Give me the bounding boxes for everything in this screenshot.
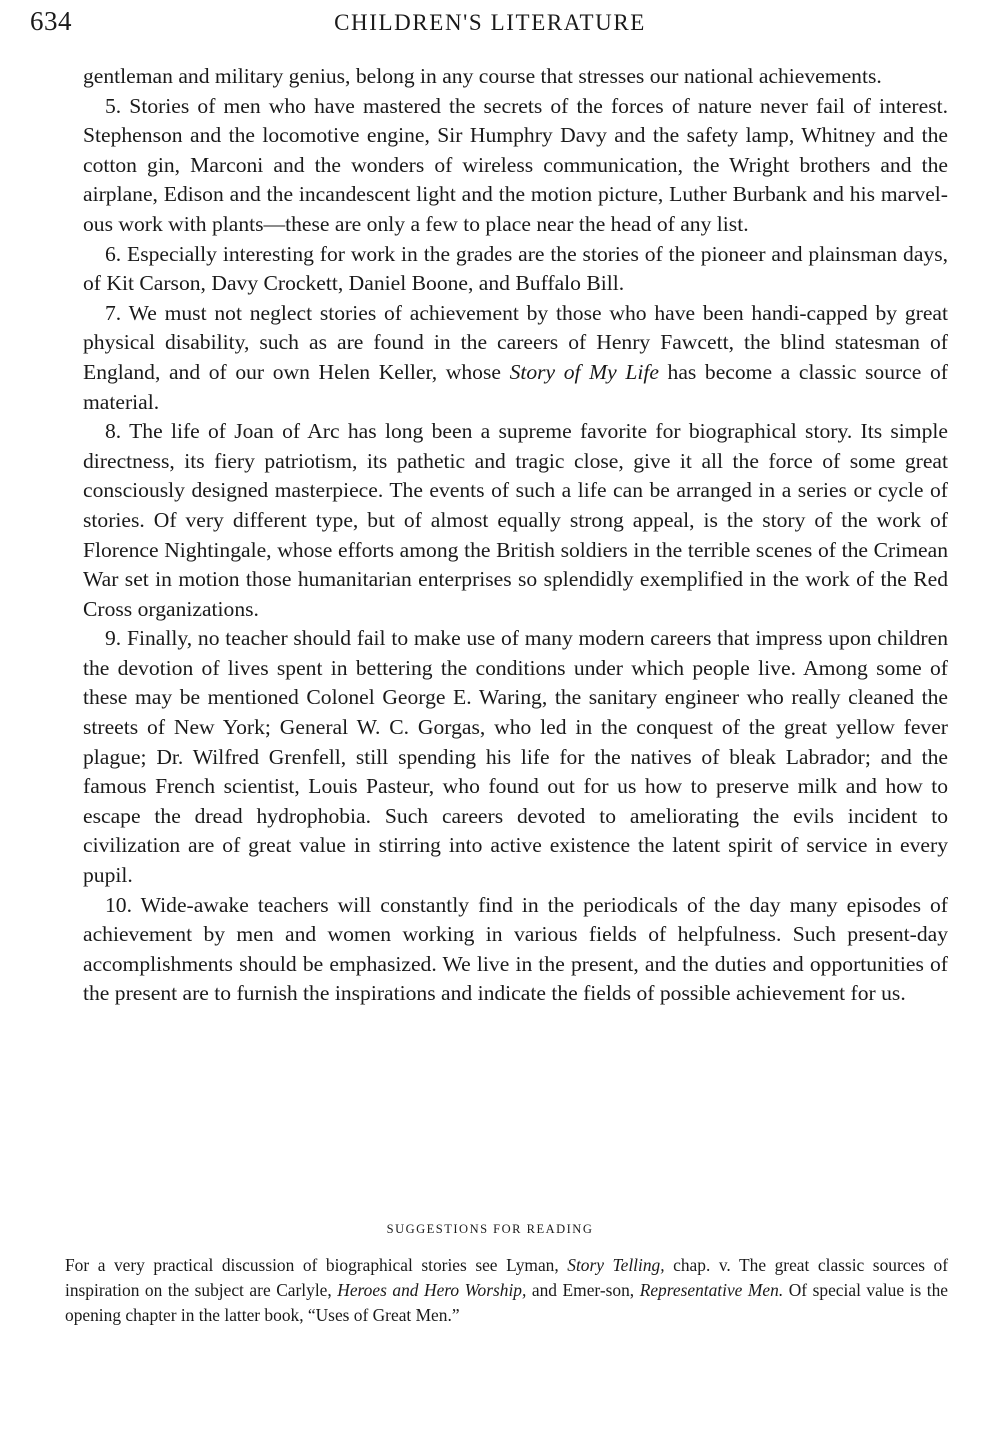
paragraph-7-text-end: has become a classic source of material.	[83, 359, 948, 414]
paragraph-6: 6. Especially interesting for work in the grades are the stories of the pioneer and plainsman days, of Kit Carson, Davy Crockett, Daniel Boone, and Buffalo Bill.	[83, 241, 948, 296]
book-title-story-telling: Story Telling,	[567, 1255, 665, 1275]
suggestions-text-3: and Emer-son,	[526, 1280, 640, 1300]
paragraph-8: 8. The life of Joan of Arc has long been a supreme favorite for biographical story. Its simple directness, its fiery patriotism, its pathetic and tragic close, give it all the force of some great consciously designed masterpiece. The events of such a life can be arranged in a series or cycle of stories. Of very different type, but of almost equally strong appeal, is the story of the work of Florence Nightingale, whose efforts among the British soldiers in the terrible scenes of the Crimean War set in motion those humanitarian enterprises so splendidly exemplified in the work of the Red Cross organizations.	[83, 419, 948, 621]
page-number: 634	[30, 6, 72, 36]
suggestions-text-2: chap. v. The great classic sources of inspiration on the subject are Carlyle,	[65, 1255, 948, 1300]
paragraph-7	[83, 299, 948, 417]
suggestions-paragraph	[65, 1253, 948, 1328]
running-head: CHILDREN'S LITERATURE	[334, 10, 646, 35]
paragraph-9: 9. Finally, no teacher should fail to make use of many modern careers that impress upon children the devotion of lives spent in bettering the conditions under which people live. Among some of these may be mentioned Colonel George E. Waring, the sanitary engineer who really cleaned the streets of New York; General W. C. Gorgas, who led in the conquest of the great yellow fever plague; Dr. Wilfred Grenfell, still spending his life for the natives of bleak Labrador; and the famous French scientist, Louis Pasteur, who found out for us how to preserve milk and how to escape the dread hydrophobia. Such careers devoted to ameliorating the evils incident to civilization are of great value in stirring into active existence the latent spirit of service in every pupil.	[83, 626, 948, 888]
suggestions-text-4: Of special value is the opening chapter in the latter book, “Uses of Great Men.”	[65, 1280, 949, 1325]
body-text	[83, 62, 948, 1009]
book-title-representative-men: Representative Men.	[639, 1280, 784, 1300]
paragraph-10: 10. Wide-awake teachers will constantly find in the periodicals of the day many episodes of achievement by men and women working in various fields of helpfulness. Such present-day accomplishments should be emphasized. We live in the present, and the duties and opportunities of the present are to furnish the inspirations and indicate the fields of possible achievement for us.	[83, 892, 948, 1006]
suggestions-for-reading	[65, 1253, 948, 1328]
page-header	[0, 6, 1000, 42]
suggestions-text-1: For a very practical discussion of biographical stories see Lyman,	[65, 1255, 568, 1275]
suggestions-heading: SUGGESTIONS FOR READING	[386, 1222, 594, 1236]
book-title-story-of-my-life: Story of My Life	[509, 359, 659, 384]
paragraph-7-text-start: 7. We must not neglect stories of achievement by those who have been handi-capped by great physical disability, such as are found in the careers of Henry Fawcett, the blind statesman of England, and of our own Helen Keller, whose	[83, 300, 948, 384]
paragraph-5: 5. Stories of men who have mastered the secrets of the forces of nature never fail of interest. Stephenson and the locomotive engine, Sir Humphry Davy and the safety lamp, Whitney and the cotton gin, Marconi and the wonders of wireless communication, the Wright brothers and the airplane, Edison and the incandescent light and the motion picture, Luther Burbank and his marvel-ous work with plants—these are only a few to place near the head of any list.	[83, 93, 948, 236]
paragraph-continuation: gentleman and military genius, belong in any course that stresses our national achievements.	[83, 64, 882, 88]
book-title-heroes: Heroes and Hero Worship,	[337, 1280, 527, 1300]
